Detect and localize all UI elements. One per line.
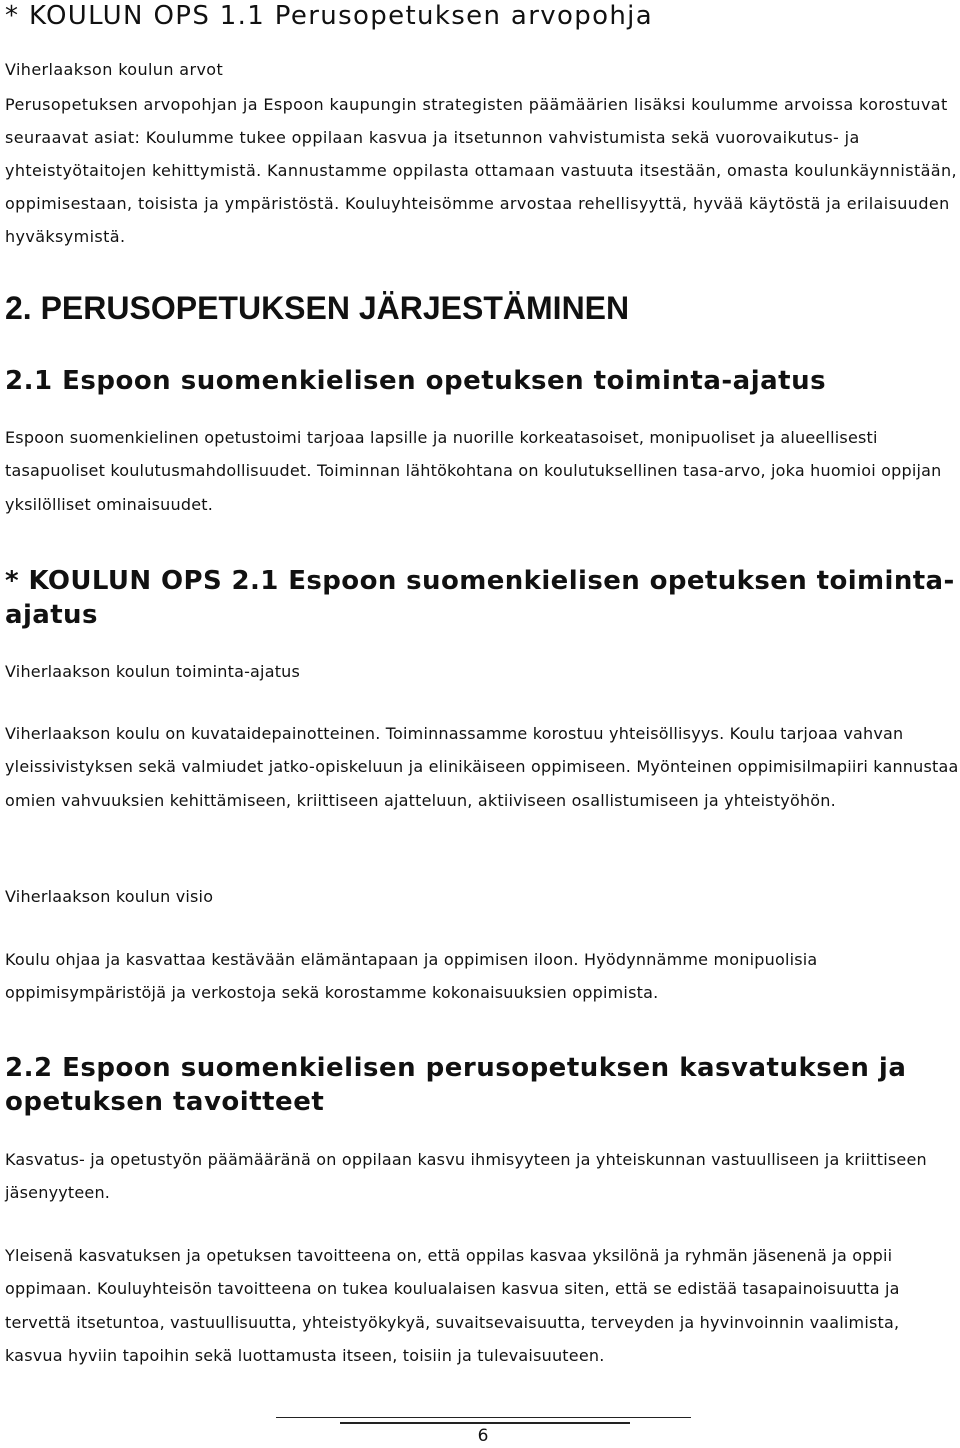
section-2-2-heading: 2.2 Espoon suomenkielisen perusopetuksen kasvatuksen ja opetuksen tavoitteet	[5, 1053, 907, 1117]
chapter-2-heading: 2. PERUSOPETUKSEN JÄRJESTÄMINEN	[5, 290, 630, 326]
mission-label: Viherlaakson koulun toiminta-ajatus	[5, 662, 301, 681]
section-2-2-aim-paragraph: Kasvatus- ja opetustyön päämääränä on oppilaan kasvu ihmisyyteen ja yhteiskunnan vastuulliseen ja kriittiseen jäsenyyteen.	[5, 1150, 927, 1203]
vision-paragraph: Koulu ohjaa ja kasvattaa kestävään elämäntapaan ja oppimisen iloon. Hyödynnämme monipuolisia oppimisympäristöjä ja verkostoja sekä korostamme kokonaisuuksien oppimista.	[5, 950, 818, 1003]
school-values-subtitle: Viherlaakson koulun arvot	[5, 60, 224, 79]
section-2-2-goal-paragraph: Yleisenä kasvatuksen ja opetuksen tavoitteena on, että oppilas kasvaa yksilönä ja ryhmän jäsenenä ja oppii oppimaan. Kouluyhteisön tavoitteena on tukea koulualaisen kasvua siten, että se edistää tasapainoisuutta ja tervettä itsetuntoa, vastuullisuutta, yhteistyökykyä, suvaitsevaisuutta, terveyden ja hyvinvoinnin vaalimista, kasvua hyviin tapoihin sekä luottamusta itseen, toisiin ja tulevaisuuteen.	[5, 1246, 900, 1365]
school-values-paragraph: Perusopetuksen arvopohjan ja Espoon kaupungin strategisten päämäärien lisäksi koulumme arvoissa korostuvat seuraavat asiat: Koulumme tukee oppilaan kasvua ja itsetunnon vahvistumista sekä vuorovaikutus- ja yhteistyötaitojen kehittymistä. Kannustamme oppilasta ottamaan vastuuta itsestään, omasta koulunkäynnistään, oppimisestaan, toisista ja ympäristöstä. Kouluyhteisömme arvostaa rehellisyyttä, hyvää käytöstä ja erilaisuuden hyväksymistä.	[5, 95, 957, 246]
footer-rule-top	[276, 1417, 691, 1418]
mission-paragraph: Viherlaakson koulu on kuvataidepainotteinen. Toiminnassamme korostuu yhteisöllisyys. Koulu tarjoaa vahvan yleissivistyksen sekä valmiudet jatko-opiskeluun ja elinikäiseen oppimiseen. Myönteinen oppimisilmapiiri kannustaa omien vahvuuksien kehittämiseen, kriittiseen ajatteluun, aktiiviseen osallistumiseen ja yhteistyöhön.	[5, 724, 959, 810]
section-2-1-heading: 2.1 Espoon suomenkielisen opetuksen toiminta-ajatus	[5, 366, 827, 396]
page-number: 6	[477, 1426, 489, 1446]
vision-label: Viherlaakson koulun visio	[5, 887, 214, 906]
ops-2-1-heading: * KOULUN OPS 2.1 Espoon suomenkielisen opetuksen toiminta-ajatus	[5, 566, 955, 630]
ops-1-1-heading: * KOULUN OPS 1.1 Perusopetuksen arvopohja	[5, 1, 654, 31]
section-2-1-paragraph: Espoon suomenkielinen opetustoimi tarjoaa lapsille ja nuorille korkeatasoiset, monipuoliset ja alueellisesti tasapuoliset koulutusmahdollisuudet. Toiminnan lähtökohtana on koulutuksellinen tasa-arvo, joka huomioi oppijan yksilölliset ominaisuudet.	[5, 428, 942, 514]
